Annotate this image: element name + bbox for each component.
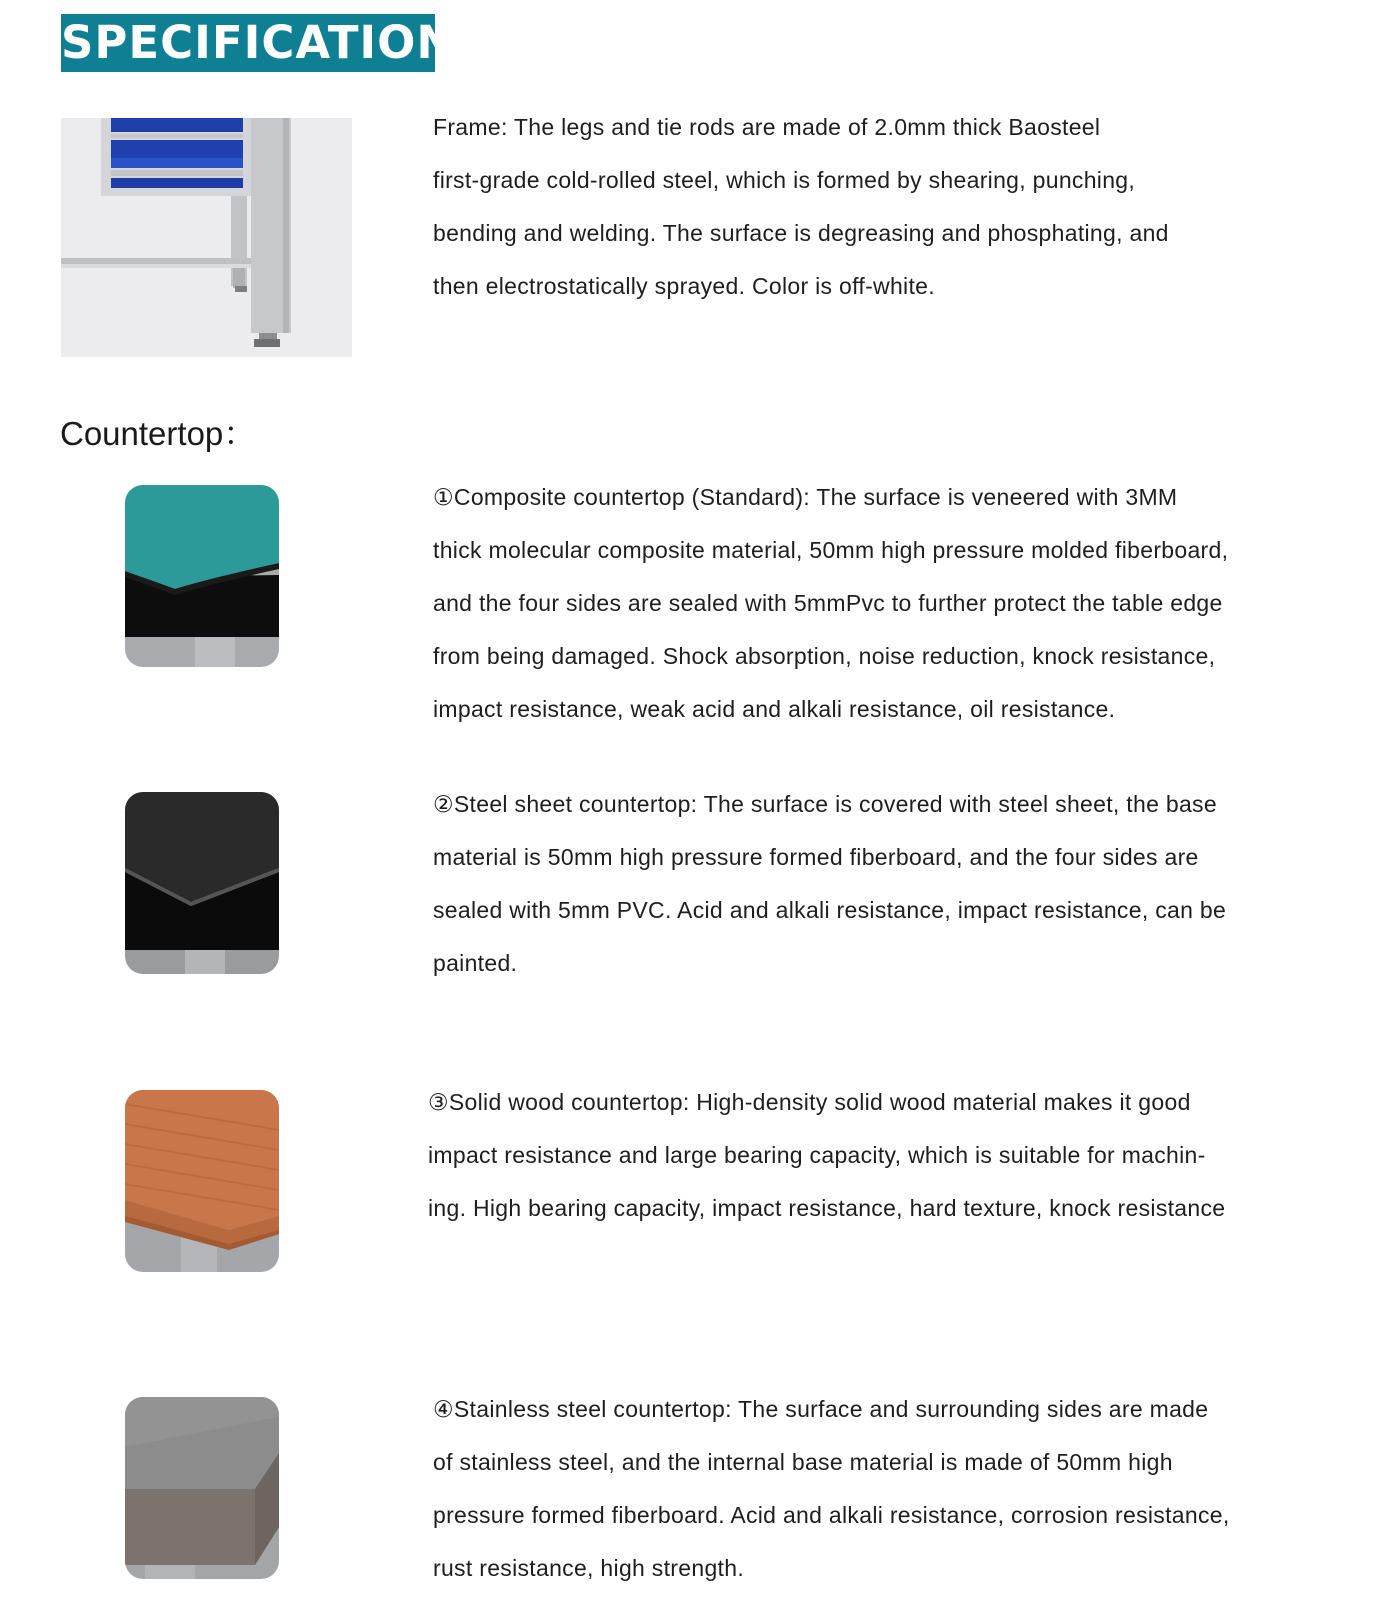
solid-wood-line: impact resistance and large bearing capacity, which is suitable for machin- bbox=[428, 1142, 1206, 1168]
steel-sheet-line: ②Steel sheet countertop: The surface is covered with steel sheet, the base bbox=[433, 791, 1217, 817]
composite-line: impact resistance, weak acid and alkali resistance, oil resistance. bbox=[433, 696, 1116, 722]
composite-countertop-description bbox=[433, 471, 1228, 736]
frame-line: then electrostatically sprayed. Color is off-white. bbox=[433, 273, 935, 299]
steel-sheet-line: painted. bbox=[433, 950, 518, 976]
composite-line: from being damaged. Shock absorption, noise reduction, knock resistance, bbox=[433, 643, 1216, 669]
frame-line: first-grade cold-rolled steel, which is formed by shearing, punching, bbox=[433, 167, 1136, 193]
stainless-steel-line: ④Stainless steel countertop: The surface and surrounding sides are made bbox=[433, 1396, 1209, 1422]
specification-banner: SPECIFICATION bbox=[61, 14, 435, 72]
steel-sheet-line: sealed with 5mm PVC. Acid and alkali resistance, impact resistance, can be bbox=[433, 897, 1227, 923]
steel-sheet-line: material is 50mm high pressure formed fiberboard, and the four sides are bbox=[433, 844, 1199, 870]
stainless-steel-countertop-swatch-icon bbox=[125, 1397, 279, 1579]
stainless-steel-line: pressure formed fiberboard. Acid and alkali resistance, corrosion resistance, bbox=[433, 1502, 1230, 1528]
workbench-frame-photo-icon bbox=[61, 118, 352, 357]
solid-wood-line: ing. High bearing capacity, impact resistance, hard texture, knock resistance bbox=[428, 1195, 1226, 1221]
solid-wood-countertop-swatch-icon bbox=[125, 1090, 279, 1272]
solid-wood-countertop-description bbox=[428, 1076, 1225, 1235]
frame-line: bending and welding. The surface is degreasing and phosphating, and bbox=[433, 220, 1169, 246]
steel-sheet-countertop-swatch-icon bbox=[125, 792, 279, 974]
frame-line: Frame: The legs and tie rods are made of 2.0mm thick Baosteel bbox=[433, 114, 1101, 140]
composite-line: ①Composite countertop (Standard): The surface is veneered with 3MM bbox=[433, 484, 1178, 510]
stainless-steel-line: rust resistance, high strength. bbox=[433, 1555, 745, 1581]
countertop-heading: Countertop： bbox=[60, 415, 257, 452]
composite-line: and the four sides are sealed with 5mmPvc to further protect the table edge bbox=[433, 590, 1223, 616]
steel-sheet-countertop-description bbox=[433, 778, 1226, 990]
composite-line: thick molecular composite material, 50mm high pressure molded fiberboard, bbox=[433, 537, 1229, 563]
stainless-steel-line: of stainless steel, and the internal base material is made of 50mm high bbox=[433, 1449, 1173, 1475]
stainless-steel-countertop-description bbox=[433, 1383, 1230, 1595]
composite-countertop-swatch-icon bbox=[125, 485, 279, 667]
frame-description bbox=[433, 101, 1169, 313]
solid-wood-line: ③Solid wood countertop: High-density solid wood material makes it good bbox=[428, 1089, 1191, 1115]
